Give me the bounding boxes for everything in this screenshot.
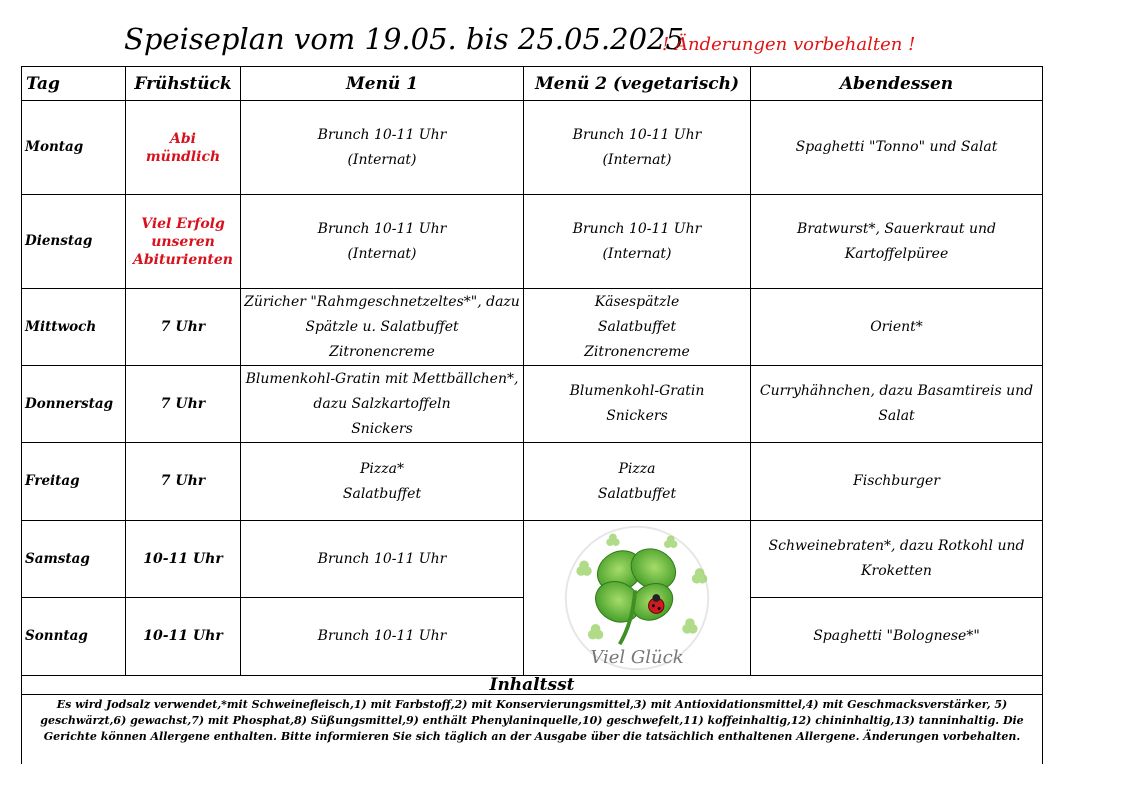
cell-abendessen (750, 520, 1043, 598)
cell-abendessen (750, 194, 1043, 289)
cell-abendessen (750, 288, 1043, 366)
cell-fruehstueck (125, 597, 241, 676)
meal-line: Abiturienten (133, 251, 233, 268)
meal-line: Spätzle u. Salatbuffet (305, 318, 459, 335)
meal-line: 7 Uhr (160, 395, 206, 412)
meal-line: Zitronencreme (329, 343, 435, 360)
meal-line: Brunch 10-11 Uhr (317, 126, 447, 143)
cell-fruehstueck (125, 100, 241, 195)
header-menue-2 (523, 66, 751, 101)
cell-menue-1 (240, 365, 524, 443)
legend-text-row (21, 694, 1043, 764)
meal-line: unseren (151, 233, 215, 250)
day-name: Freitag (25, 473, 80, 489)
cell-fruehstueck (125, 288, 241, 366)
cell-menue-1 (240, 288, 524, 366)
meal-line: Blumenkohl-Gratin (569, 383, 705, 399)
meal-line: Kroketten (861, 563, 932, 579)
meal-line: Bratwurst*, Sauerkraut und (797, 220, 996, 237)
cell-menue-1 (240, 597, 524, 676)
meal-line: dazu Salzkartoffeln (313, 395, 451, 412)
meal-line: Orient* (870, 318, 923, 335)
cell-abendessen (750, 365, 1043, 443)
column-label: Frühstück (134, 73, 232, 94)
meal-line: Spaghetti "Tonno" und Salat (795, 139, 998, 155)
meal-line: Salat (878, 408, 915, 424)
meal-line: Brunch 10-11 Uhr (317, 220, 447, 237)
meal-line: (Internat) (602, 245, 672, 262)
cell-tag (21, 597, 126, 676)
meal-line: mündlich (145, 148, 221, 165)
cell-fruehstueck (125, 194, 241, 289)
column-label: Abendessen (839, 73, 954, 94)
column-label: Tag (26, 73, 60, 94)
cell-abendessen (750, 100, 1043, 195)
header-tag (21, 66, 126, 101)
logo-caption: Viel Glück (590, 647, 684, 668)
cell-abendessen (750, 597, 1043, 676)
meal-line: Fischburger (853, 473, 940, 489)
cell-menue-2 (523, 288, 751, 366)
meal-line: Blumenkohl-Gratin mit Mettbällchen*, (245, 370, 519, 387)
meal-line: Schweinebraten*, dazu Rotkohl und (768, 538, 1025, 554)
meal-line: 10-11 Uhr (143, 550, 223, 567)
meal-line: 7 Uhr (160, 318, 206, 335)
legend-title-row (21, 675, 1043, 695)
meal-line: Snickers (351, 420, 413, 437)
logo-cell (523, 520, 751, 676)
meal-line: Abi (170, 130, 196, 147)
meal-line: Viel Erfolg (141, 215, 225, 232)
cell-menue-2 (523, 194, 751, 289)
legend-text: Es wird Jodsalz verwendet,*mit Schweinefleisch,1) mit Farbstoff,2) mit Konservierungsmittel,3) mit Antioxidationsmittel,4) mit Geschmacksverstärker, 5) geschwärzt,6) gewachst,7) mit Phosphat,8) Süßungsmittel,9) enthält Phenylaninquelle,10) geschwefelt,11) koffeinhaltig,12) chininhaltig,13) tanninhaltig. Die Gerichte können Allergene enthalten. Bitte informieren Sie sich täglich an der Ausgabe über die tatsächlich enthaltenen Allergene. Änderungen vorbehalten. (40, 698, 1024, 743)
cell-tag (21, 365, 126, 443)
meal-line: Pizza (618, 460, 656, 477)
meal-line: (Internat) (602, 151, 672, 168)
cell-menue-1 (240, 520, 524, 598)
day-name: Samstag (25, 550, 90, 567)
cell-menue-2 (523, 100, 751, 195)
header-fruehstueck (125, 66, 241, 101)
cell-menue-2 (523, 365, 751, 443)
changes-notice: ! Änderungen vorbehalten ! (662, 34, 916, 55)
cell-menue-1 (240, 442, 524, 521)
column-label: Menü 1 (345, 73, 419, 94)
cell-fruehstueck (125, 365, 241, 443)
meal-line: Brunch 10-11 Uhr (572, 126, 702, 143)
menu-table (21, 66, 1042, 763)
meal-line: (Internat) (347, 245, 417, 262)
cell-tag (21, 100, 126, 195)
meal-line: Brunch 10-11 Uhr (317, 628, 447, 644)
meal-line: Salatbuffet (342, 485, 422, 502)
cell-menue-1 (240, 194, 524, 289)
day-name: Sonntag (25, 628, 88, 644)
meal-line: Käsespätzle (594, 293, 680, 310)
cell-menue-2 (523, 442, 751, 521)
cell-menue-1 (240, 100, 524, 195)
meal-line: Kartoffelpüree (844, 245, 949, 262)
meal-line: 10-11 Uhr (143, 628, 223, 644)
meal-line: Züricher "Rahmgeschnetzeltes*", dazu (244, 293, 520, 310)
meal-line: 7 Uhr (160, 473, 206, 489)
day-name: Mittwoch (25, 318, 97, 335)
meal-line: Salatbuffet (597, 318, 677, 335)
header-abendessen (750, 66, 1043, 101)
meal-line: Brunch 10-11 Uhr (317, 550, 447, 567)
meal-line: Curryhähnchen, dazu Basamtireis und (759, 383, 1034, 399)
legend-title: Inhaltsst (489, 675, 575, 695)
meal-line: Salatbuffet (597, 485, 677, 502)
day-name: Montag (25, 139, 84, 155)
meal-line: Spaghetti "Bolognese*" (813, 628, 980, 644)
cell-abendessen (750, 442, 1043, 521)
meal-line: Snickers (606, 408, 668, 424)
day-name: Donnerstag (25, 395, 114, 412)
cell-tag (21, 520, 126, 598)
day-name: Dienstag (25, 233, 93, 249)
cell-fruehstueck (125, 520, 241, 598)
header-menue-1 (240, 66, 524, 101)
cell-tag (21, 194, 126, 289)
meal-line: (Internat) (347, 151, 417, 168)
column-label: Menü 2 (vegetarisch) (534, 73, 740, 94)
cell-tag (21, 288, 126, 366)
meal-line: Brunch 10-11 Uhr (572, 220, 702, 237)
page-title: Speiseplan vom 19.05. bis 25.05.2025 (124, 22, 684, 56)
cell-fruehstueck (125, 442, 241, 521)
meal-line: Pizza* (360, 460, 404, 477)
cell-tag (21, 442, 126, 521)
meal-line: Zitronencreme (584, 343, 690, 360)
